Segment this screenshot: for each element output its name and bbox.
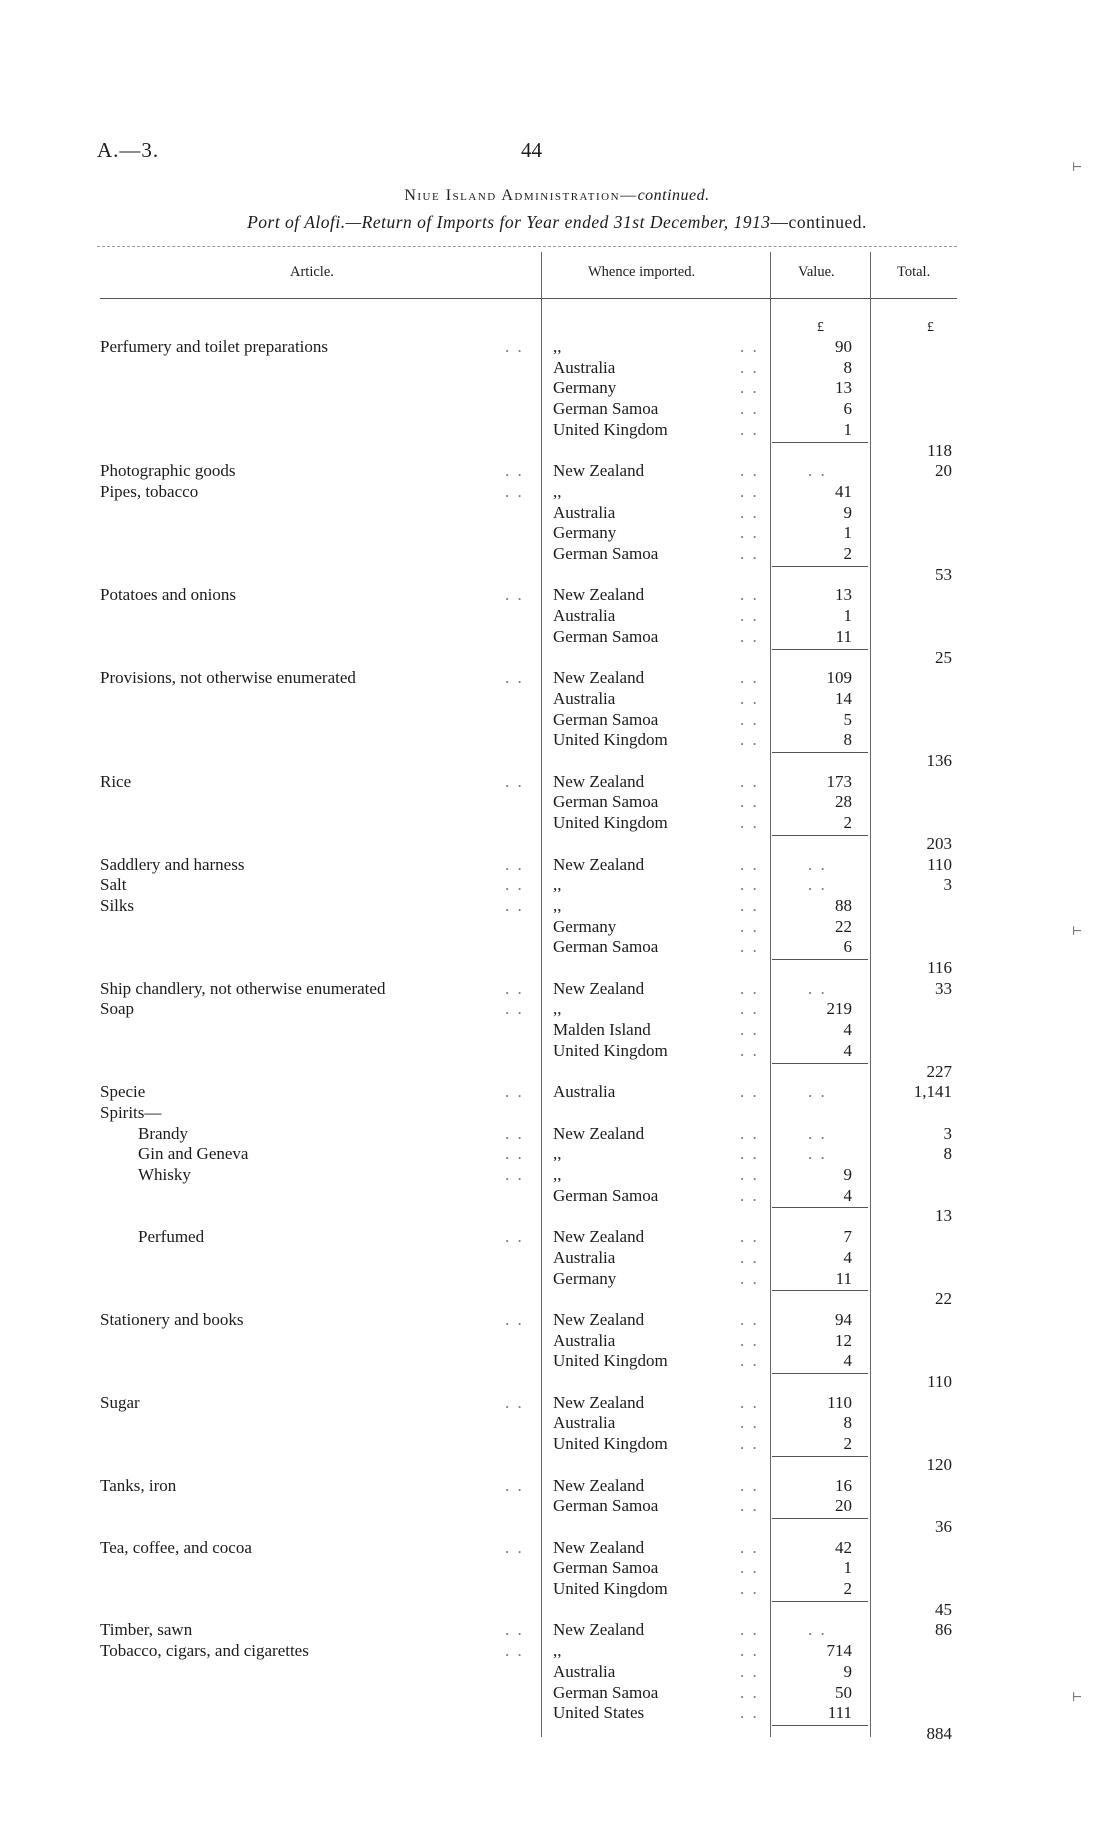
- leader-dots: . .: [505, 979, 524, 998]
- leader-dots: . .: [740, 875, 759, 894]
- title-caps: Niue Island Administration: [404, 187, 621, 204]
- value-cell: 1: [843, 606, 852, 625]
- value-cell: 6: [843, 937, 852, 956]
- leader-dots: . .: [505, 1310, 524, 1329]
- leader-dots: . .: [740, 896, 759, 915]
- column-header-total: Total.: [897, 264, 931, 280]
- leader-dots: . .: [740, 627, 759, 646]
- article-name: Tobacco, cigars, and cigarettes: [100, 1641, 309, 1660]
- article-name: Timber, sawn: [100, 1620, 193, 1639]
- article-name: Sugar: [100, 1393, 140, 1412]
- leader-dots: . .: [505, 482, 524, 501]
- value-cell: 1: [843, 523, 852, 542]
- leader-dots: . .: [740, 1703, 759, 1722]
- value-cell: 13: [835, 378, 852, 397]
- value-cell: 16: [835, 1476, 852, 1495]
- leader-dots: . .: [740, 358, 759, 377]
- total-cell: 227: [926, 1062, 952, 1081]
- whence-imported: New Zealand: [553, 1227, 645, 1246]
- leader-dots: . .: [505, 896, 524, 915]
- article-name: Specie: [100, 1082, 146, 1101]
- total-cell: 22: [935, 1289, 952, 1308]
- subtotal-rule: [772, 1290, 868, 1291]
- leader-dots: . .: [740, 1476, 759, 1495]
- total-cell: 203: [926, 834, 952, 853]
- leader-dots: . .: [505, 1393, 524, 1412]
- whence-imported: German Samoa: [553, 710, 659, 729]
- leader-dots: . .: [740, 461, 759, 480]
- whence-imported: United Kingdom: [553, 1351, 668, 1370]
- article-name: Pipes, tobacco: [100, 482, 199, 501]
- whence-imported: Malden Island: [553, 1020, 651, 1039]
- whence-imported: New Zealand: [553, 855, 645, 874]
- whence-imported: Australia: [553, 503, 616, 522]
- column-header-whence: Whence imported.: [588, 264, 696, 280]
- value-cell: 11: [835, 1269, 852, 1288]
- value-cell: 111: [827, 1703, 852, 1722]
- value-cell: 90: [835, 337, 852, 356]
- total-cell: 136: [926, 751, 952, 770]
- total-cell: 33: [935, 979, 952, 998]
- value-cell: 14: [835, 689, 852, 708]
- leader-dots: . .: [740, 1186, 759, 1205]
- value-cell: 1: [843, 420, 852, 439]
- leader-dots: . .: [505, 585, 524, 604]
- leader-dots: . .: [740, 1558, 759, 1577]
- total-cell: 53: [935, 565, 952, 584]
- value-cell: 13: [835, 585, 852, 604]
- value-cell: 2: [843, 813, 852, 832]
- article-name: Whisky: [138, 1165, 191, 1184]
- leader-dots: . .: [740, 1662, 759, 1681]
- total-cell: 45: [935, 1600, 952, 1619]
- subtotal-rule: [772, 1518, 868, 1519]
- value-cell: 6: [843, 399, 852, 418]
- leader-dots: . .: [505, 1082, 524, 1101]
- leader-dots: . .: [505, 1476, 524, 1495]
- leader-dots: . .: [505, 772, 524, 791]
- leader-dots: . .: [740, 399, 759, 418]
- value-cell: 4: [843, 1020, 852, 1039]
- value-cell: 2: [843, 1434, 852, 1453]
- leader-dots: . .: [740, 1413, 759, 1432]
- leader-dots: . .: [740, 1082, 759, 1101]
- column-header-value: Value.: [798, 264, 835, 280]
- leader-dots: . .: [740, 420, 759, 439]
- total-cell: 120: [926, 1455, 952, 1474]
- leader-dots: . .: [740, 523, 759, 542]
- scan-mark: ⊢: [1072, 924, 1083, 938]
- whence-imported: ,,: [553, 1641, 562, 1660]
- whence-imported: New Zealand: [553, 1310, 645, 1329]
- leader-dots: . .: [740, 544, 759, 563]
- leader-dots: . .: [740, 1227, 759, 1246]
- leader-dots: . .: [740, 1041, 759, 1060]
- leader-dots: . .: [740, 378, 759, 397]
- leader-dots: . .: [505, 855, 524, 874]
- whence-imported: Germany: [553, 378, 617, 397]
- title-continued: continued.: [637, 187, 710, 204]
- article-name: Saddlery and harness: [100, 855, 245, 874]
- whence-imported: New Zealand: [553, 668, 645, 687]
- total-cell: 36: [935, 1517, 952, 1536]
- document-reference: A.—3.: [97, 138, 160, 162]
- article-name: Tanks, iron: [100, 1476, 177, 1495]
- leader-dots: . .: [740, 1124, 759, 1143]
- total-cell: 110: [927, 1372, 952, 1391]
- column-header-article: Article.: [290, 264, 334, 280]
- leader-dots: . .: [740, 503, 759, 522]
- value-placeholder: . .: [808, 979, 827, 998]
- article-name: Spirits—: [100, 1103, 162, 1122]
- total-cell: 116: [927, 958, 952, 977]
- value-cell: 8: [843, 358, 852, 377]
- value-currency-symbol: £: [817, 320, 824, 335]
- whence-imported: New Zealand: [553, 772, 645, 791]
- page-number: 44: [521, 138, 542, 162]
- whence-imported: Australia: [553, 1662, 616, 1681]
- whence-imported: United Kingdom: [553, 1041, 668, 1060]
- leader-dots: . .: [740, 710, 759, 729]
- leader-dots: . .: [505, 337, 524, 356]
- leader-dots: . .: [740, 1310, 759, 1329]
- subtotal-rule: [772, 1207, 868, 1208]
- total-cell: 86: [935, 1620, 952, 1639]
- leader-dots: . .: [740, 606, 759, 625]
- leader-dots: . .: [740, 792, 759, 811]
- subtotal-rule: [772, 1373, 868, 1374]
- total-cell: 3: [943, 1124, 952, 1143]
- whence-imported: United Kingdom: [553, 730, 668, 749]
- whence-imported: Germany: [553, 523, 617, 542]
- whence-imported: New Zealand: [553, 979, 645, 998]
- value-cell: 22: [835, 917, 852, 936]
- value-cell: 88: [835, 896, 852, 915]
- whence-imported: ,,: [553, 1144, 562, 1163]
- leader-dots: . .: [740, 1144, 759, 1163]
- value-cell: 2: [843, 1579, 852, 1598]
- article-name: Perfumery and toilet preparations: [100, 337, 329, 356]
- whence-imported: United States: [553, 1703, 645, 1722]
- whence-imported: German Samoa: [553, 627, 659, 646]
- leader-dots: . .: [740, 1269, 759, 1288]
- value-placeholder: . .: [808, 1082, 827, 1101]
- article-name: Provisions, not otherwise enumerated: [100, 668, 356, 687]
- whence-imported: ,,: [553, 337, 562, 356]
- leader-dots: . .: [505, 1165, 524, 1184]
- subtitle-continued: —continued.: [770, 212, 867, 232]
- scan-mark: ⊢: [1072, 160, 1083, 174]
- leader-dots: . .: [740, 1248, 759, 1267]
- article-name: Stationery and books: [100, 1310, 244, 1329]
- whence-imported: German Samoa: [553, 1186, 659, 1205]
- leader-dots: . .: [740, 1620, 759, 1639]
- value-cell: 8: [843, 1413, 852, 1432]
- total-cell: 118: [927, 441, 952, 460]
- whence-imported: New Zealand: [553, 585, 645, 604]
- subtotal-rule: [772, 835, 868, 836]
- subtotal-rule: [772, 752, 868, 753]
- value-placeholder: . .: [808, 1124, 827, 1143]
- whence-imported: ,,: [553, 999, 562, 1018]
- leader-dots: . .: [505, 999, 524, 1018]
- leader-dots: . .: [505, 461, 524, 480]
- value-cell: 714: [826, 1641, 852, 1660]
- value-placeholder: . .: [808, 875, 827, 894]
- value-cell: 11: [835, 627, 852, 646]
- whence-imported: Australia: [553, 1248, 616, 1267]
- leader-dots: . .: [740, 337, 759, 356]
- subtotal-rule: [772, 566, 868, 567]
- leader-dots: . .: [740, 1683, 759, 1702]
- leader-dots: . .: [740, 999, 759, 1018]
- value-cell: 109: [826, 668, 852, 687]
- leader-dots: . .: [505, 1538, 524, 1557]
- value-cell: 28: [835, 792, 852, 811]
- leader-dots: . .: [740, 917, 759, 936]
- article-name: Salt: [100, 875, 127, 894]
- whence-imported: New Zealand: [553, 461, 645, 480]
- total-cell: 110: [927, 855, 952, 874]
- whence-imported: United Kingdom: [553, 1579, 668, 1598]
- value-cell: 4: [843, 1248, 852, 1267]
- value-cell: 8: [843, 730, 852, 749]
- leader-dots: . .: [740, 813, 759, 832]
- whence-imported: German Samoa: [553, 1558, 659, 1577]
- value-cell: 9: [843, 503, 852, 522]
- whence-imported: German Samoa: [553, 1683, 659, 1702]
- top-rule: [97, 246, 957, 247]
- article-name: Brandy: [138, 1124, 189, 1143]
- whence-imported: ,,: [553, 482, 562, 501]
- leader-dots: . .: [740, 855, 759, 874]
- subtotal-rule: [772, 442, 868, 443]
- whence-imported: Australia: [553, 606, 616, 625]
- column-divider-whence: [541, 252, 542, 1737]
- article-name: Soap: [100, 999, 134, 1018]
- leader-dots: . .: [740, 1496, 759, 1515]
- article-name: Rice: [100, 772, 132, 791]
- value-cell: 20: [835, 1496, 852, 1515]
- whence-imported: German Samoa: [553, 544, 659, 563]
- value-cell: 4: [843, 1351, 852, 1370]
- whence-imported: German Samoa: [553, 1496, 659, 1515]
- leader-dots: . .: [505, 1124, 524, 1143]
- leader-dots: . .: [740, 585, 759, 604]
- value-placeholder: . .: [808, 461, 827, 480]
- article-name: Photographic goods: [100, 461, 236, 480]
- whence-imported: United Kingdom: [553, 813, 668, 832]
- whence-imported: Australia: [553, 1082, 616, 1101]
- subtotal-rule: [772, 649, 868, 650]
- leader-dots: . .: [740, 772, 759, 791]
- value-cell: 50: [835, 1683, 852, 1702]
- leader-dots: . .: [740, 1351, 759, 1370]
- leader-dots: . .: [505, 1144, 524, 1163]
- article-name: Tea, coffee, and cocoa: [100, 1538, 252, 1557]
- whence-imported: New Zealand: [553, 1393, 645, 1412]
- whence-imported: Australia: [553, 1331, 616, 1350]
- total-cell: 8: [943, 1144, 952, 1163]
- leader-dots: . .: [740, 730, 759, 749]
- subtotal-rule: [772, 1063, 868, 1064]
- whence-imported: ,,: [553, 896, 562, 915]
- leader-dots: . .: [740, 1538, 759, 1557]
- total-cell: 13: [935, 1206, 952, 1225]
- scan-mark: ⊢: [1072, 1690, 1083, 1704]
- leader-dots: . .: [505, 1227, 524, 1246]
- leader-dots: . .: [740, 937, 759, 956]
- value-cell: 110: [827, 1393, 852, 1412]
- total-cell: 884: [926, 1724, 952, 1743]
- subtitle-italic: Port of Alofi.—Return of Imports for Year ended 31st December, 1913: [247, 212, 771, 232]
- whence-imported: ,,: [553, 1165, 562, 1184]
- leader-dots: . .: [505, 668, 524, 687]
- leader-dots: . .: [740, 1165, 759, 1184]
- table-subtitle: [0, 212, 1114, 233]
- column-divider-value: [770, 252, 771, 1737]
- leader-dots: . .: [740, 1393, 759, 1412]
- value-cell: 2: [843, 544, 852, 563]
- whence-imported: Australia: [553, 689, 616, 708]
- subtotal-rule: [772, 1601, 868, 1602]
- whence-imported: New Zealand: [553, 1620, 645, 1639]
- leader-dots: . .: [740, 1434, 759, 1453]
- value-cell: 94: [835, 1310, 852, 1329]
- total-cell: 25: [935, 648, 952, 667]
- leader-dots: . .: [740, 1641, 759, 1660]
- article-name: Ship chandlery, not otherwise enumerated: [100, 979, 386, 998]
- whence-imported: German Samoa: [553, 937, 659, 956]
- value-cell: 42: [835, 1538, 852, 1557]
- whence-imported: New Zealand: [553, 1124, 645, 1143]
- whence-imported: Germany: [553, 1269, 617, 1288]
- leader-dots: . .: [740, 482, 759, 501]
- whence-imported: Australia: [553, 358, 616, 377]
- whence-imported: Germany: [553, 917, 617, 936]
- article-name: Potatoes and onions: [100, 585, 236, 604]
- total-currency-symbol: £: [927, 320, 934, 335]
- value-cell: 173: [826, 772, 852, 791]
- value-placeholder: . .: [808, 855, 827, 874]
- whence-imported: United Kingdom: [553, 420, 668, 439]
- value-cell: 219: [826, 999, 852, 1018]
- leader-dots: . .: [740, 1579, 759, 1598]
- total-cell: 3: [943, 875, 952, 894]
- whence-imported: Australia: [553, 1413, 616, 1432]
- whence-imported: New Zealand: [553, 1538, 645, 1557]
- whence-imported: German Samoa: [553, 792, 659, 811]
- leader-dots: . .: [740, 1020, 759, 1039]
- subtotal-rule: [772, 1725, 868, 1726]
- value-placeholder: . .: [808, 1620, 827, 1639]
- article-name: Silks: [100, 896, 135, 915]
- leader-dots: . .: [505, 1620, 524, 1639]
- value-cell: 41: [835, 482, 852, 501]
- total-cell: 20: [935, 461, 952, 480]
- subtotal-rule: [772, 959, 868, 960]
- total-cell: 1,141: [913, 1082, 952, 1101]
- leader-dots: . .: [740, 1331, 759, 1350]
- subtotal-rule: [772, 1456, 868, 1457]
- leader-dots: . .: [740, 689, 759, 708]
- leader-dots: . .: [505, 1641, 524, 1660]
- value-placeholder: . .: [808, 1144, 827, 1163]
- article-name: Gin and Geneva: [138, 1144, 249, 1163]
- value-cell: 9: [843, 1165, 852, 1184]
- value-cell: 9: [843, 1662, 852, 1681]
- article-name: Perfumed: [138, 1227, 205, 1246]
- leader-dots: . .: [740, 979, 759, 998]
- value-cell: 7: [843, 1227, 852, 1246]
- value-cell: 4: [843, 1186, 852, 1205]
- value-cell: 12: [835, 1331, 852, 1350]
- value-cell: 4: [843, 1041, 852, 1060]
- header-rule: [100, 298, 957, 299]
- section-title: Niue Island Administration—continued.: [404, 187, 710, 204]
- whence-imported: United Kingdom: [553, 1434, 668, 1453]
- leader-dots: . .: [505, 875, 524, 894]
- column-divider-total: [870, 252, 871, 1737]
- value-cell: 1: [843, 1558, 852, 1577]
- whence-imported: ,,: [553, 875, 562, 894]
- whence-imported: German Samoa: [553, 399, 659, 418]
- leader-dots: . .: [740, 668, 759, 687]
- value-cell: 5: [843, 710, 852, 729]
- whence-imported: New Zealand: [553, 1476, 645, 1495]
